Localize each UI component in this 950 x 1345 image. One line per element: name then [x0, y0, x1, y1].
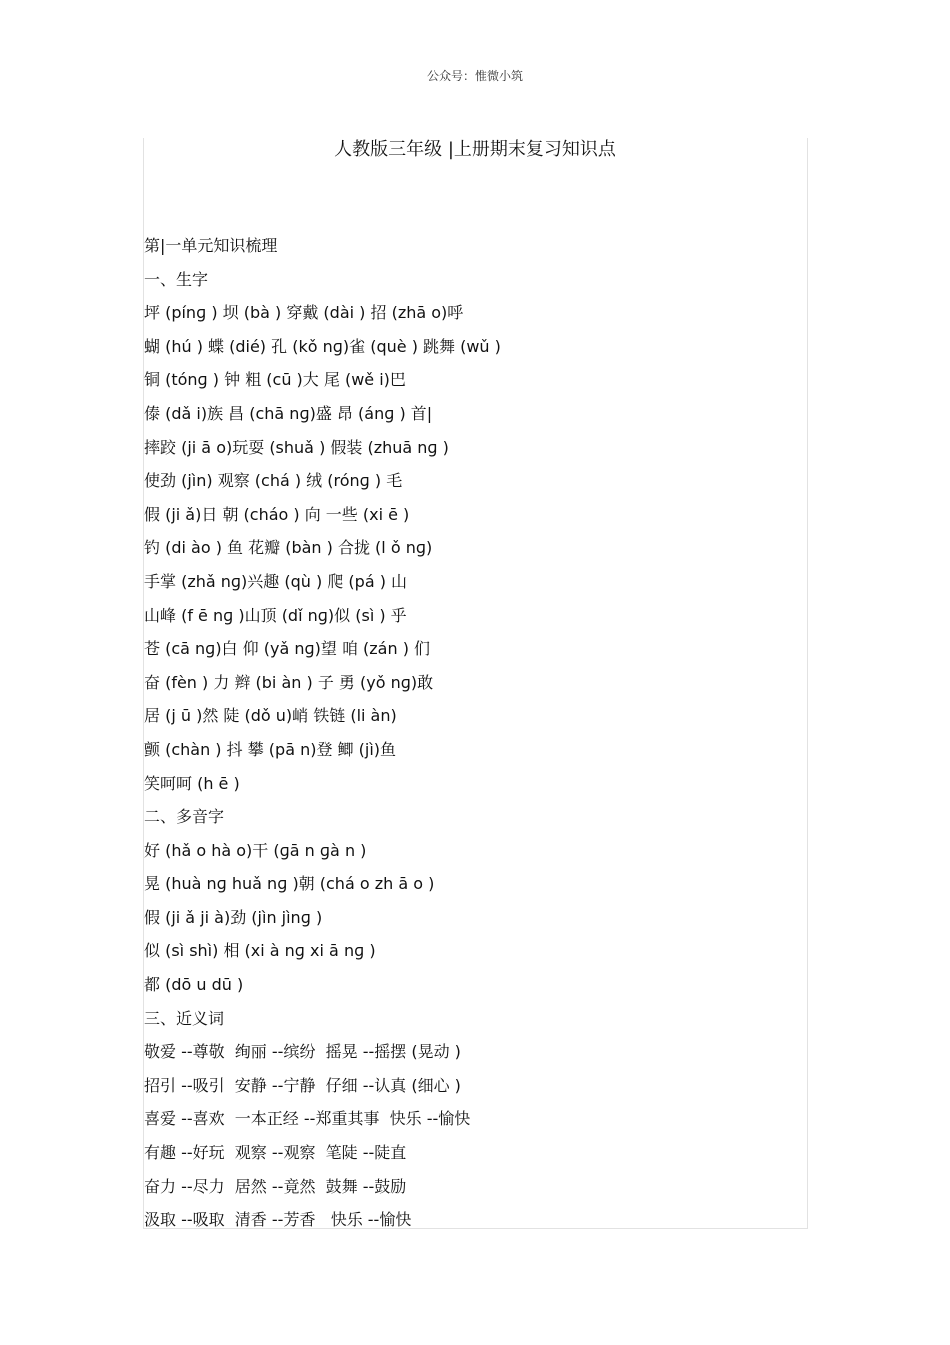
- text-line: 似 (sì shì) 相 (xi à nɡ xi ā nɡ ): [144, 941, 376, 961]
- text-line: 有趣 --好玩 观察 --观察 笔陡 --陡直: [144, 1143, 407, 1163]
- text-line: 居 (j ū )然 陡 (dǒ u)峭 铁链 (li àn): [144, 706, 397, 726]
- document-title: 人教版三年级 |上册期末复习知识点: [334, 139, 616, 160]
- text-line: 摔跤 (ji ā o)玩耍 (shuǎ ) 假装 (zhuā nɡ ): [144, 437, 449, 457]
- text-line: 笑呵呵 (h ē ): [144, 773, 240, 793]
- text-line: 傣 (dǎ i)族 昌 (chā nɡ)盛 昂 (ánɡ ) 首|: [144, 403, 433, 423]
- text-line: 坪 (pínɡ ) 坝 (bà ) 穿戴 (dài ) 招 (zhā o)呼: [144, 303, 464, 323]
- text-line: 使劲 (jìn) 观察 (chá ) 绒 (rónɡ ) 毛: [144, 471, 403, 491]
- text-line: 假 (ji ǎ)日 朝 (cháo ) 向 一些 (xi ē ): [144, 504, 410, 524]
- text-line: 好 (hǎ o hà o)干 (ɡā n ɡà n ): [144, 840, 367, 860]
- text-line: 敬爱 --尊敬 绚丽 --缤纷 摇晃 --摇摆 (晃动 ): [144, 1042, 461, 1062]
- text-line: 奋力 --尽力 居然 --竟然 鼓舞 --鼓励: [144, 1176, 407, 1196]
- subheading-new-characters: 一、生字: [144, 269, 209, 289]
- text-line: 假 (ji ǎ ji à)劲 (jìn jìnɡ ): [144, 907, 323, 927]
- text-line: 喜爱 --喜欢 一本正经 --郑重其事 快乐 --愉快: [144, 1109, 471, 1129]
- text-line: 晃 (huà nɡ huǎ nɡ )朝 (chá o zh ā o ): [144, 874, 435, 894]
- header-note: 公众号：惟微小筑: [426, 69, 523, 83]
- subheading-synonyms: 三、近义词: [144, 1008, 225, 1028]
- text-line: 颤 (chàn ) 抖 攀 (pā n)登 鲫 (jì)鱼: [144, 739, 397, 759]
- text-line: 铜 (tónɡ ) 钟 粗 (cū )大 尾 (wě i)巴: [144, 370, 406, 390]
- text-line: 苍 (cā nɡ)白 仰 (yǎ nɡ)望 咱 (zán ) 们: [144, 639, 431, 659]
- section-heading-unit-one: 第|一单元知识梳理: [144, 236, 278, 255]
- text-line: 都 (dō u dū ): [144, 975, 244, 995]
- text-line: 奋 (fèn ) 力 辫 (bi àn ) 子 勇 (yǒ nɡ)敢: [144, 672, 434, 692]
- text-line: 山峰 (f ē nɡ )山顶 (dǐ nɡ)似 (sì ) 乎: [144, 605, 407, 625]
- subheading-polyphones: 二、多音字: [144, 807, 225, 827]
- document-body: [144, 233, 799, 1241]
- text-line: 手掌 (zhǎ nɡ)兴趣 (qù ) 爬 (pá ) 山: [144, 571, 408, 591]
- text-line: 汲取 --吸取 清香 --芳香 快乐 --愉快: [144, 1210, 412, 1230]
- text-line: 招引 --吸引 安静 --宁静 仔细 --认真 (细心 ): [144, 1075, 461, 1095]
- text-line: 钓 (di ào ) 鱼 花瓣 (bàn ) 合拢 (l ǒ nɡ): [144, 538, 433, 558]
- text-line: 蝴 (hú ) 蝶 (dié) 孔 (kǒ nɡ)雀 (què ) 跳舞 (wǔ ): [144, 336, 501, 356]
